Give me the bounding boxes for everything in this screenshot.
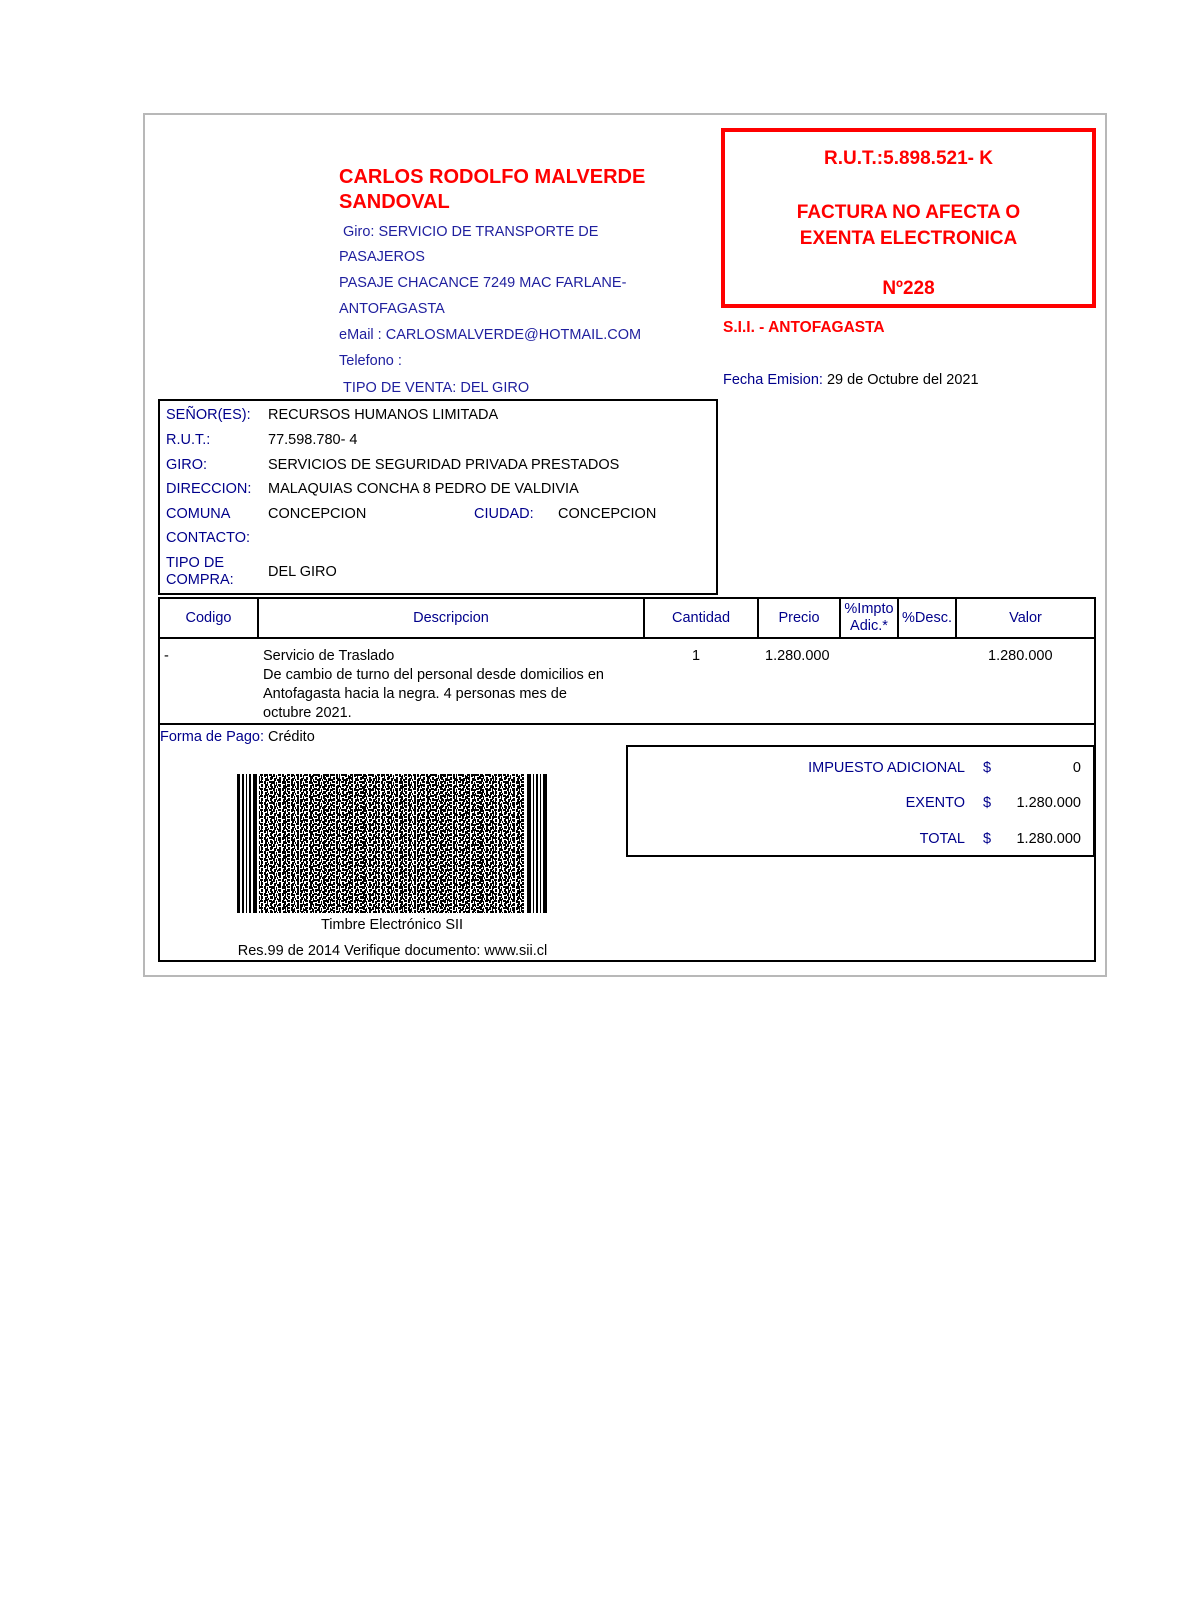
client-ciudad-label: CIUDAD:	[474, 506, 534, 522]
stamp-caption: Timbre Electrónico SII	[320, 917, 464, 933]
electronic-stamp-barcode-icon	[237, 774, 547, 913]
header-precio: Precio	[778, 610, 820, 626]
document-number: Nº228	[882, 278, 935, 299]
issuer-giro-line2: PASAJEROS	[339, 249, 425, 265]
row-desc-line4: octubre 2021.	[263, 705, 352, 721]
payment-value: Crédito	[268, 729, 315, 745]
issue-date-label: Fecha Emision:	[723, 372, 823, 388]
header-impto-line2: Adic.*	[850, 618, 888, 634]
issue-date	[723, 372, 979, 388]
payment-label: Forma de Pago:	[160, 729, 264, 745]
header-cantidad: Cantidad	[671, 610, 731, 626]
issuer-address-line1: PASAJE CHACANCE 7249 MAC FARLANE-	[339, 275, 627, 291]
client-purchase-type-label-line1: TIPO DE	[166, 555, 225, 571]
client-purchase-type-label	[166, 555, 234, 589]
client-giro-label: GIRO:	[166, 457, 208, 473]
totals-box	[626, 745, 1095, 857]
client-rut-value: 77.598.780- 4	[268, 432, 358, 448]
document-id-box	[721, 128, 1096, 308]
row-desc-line3: Antofagasta hacia la negra. 4 personas mes de	[263, 686, 567, 702]
exento-value: 1.280.000	[1016, 795, 1081, 811]
row-cantidad: 1	[692, 648, 701, 664]
row-codigo: -	[164, 648, 169, 664]
impuesto-currency: $	[983, 760, 992, 776]
issuer-sale-type: TIPO DE VENTA: DEL GIRO	[343, 380, 530, 396]
header-codigo: Codigo	[185, 610, 232, 626]
issuer-name: CARLOS RODOLFO MALVERDE SANDOVAL	[339, 166, 646, 213]
total-currency: $	[983, 831, 992, 847]
document-rut: R.U.T.:5.898.521- K	[824, 148, 993, 169]
client-rut-label: R.U.T.:	[166, 432, 211, 448]
header-impto-adic	[841, 599, 897, 637]
issuer-email: eMail : CARLOSMALVERDE@HOTMAIL.COM	[339, 327, 642, 343]
issuer-address-line2: ANTOFAGASTA	[339, 301, 445, 317]
issuer-giro-line1: Giro: SERVICIO DE TRANSPORTE DE	[343, 224, 599, 240]
client-senor-value: RECURSOS HUMANOS LIMITADA	[268, 407, 499, 423]
client-contact-label: CONTACTO:	[166, 530, 251, 546]
detail-table	[158, 597, 1096, 725]
exento-currency: $	[983, 795, 992, 811]
header-desc: %Desc.	[902, 610, 952, 626]
issuer-phone: Telefono :	[339, 353, 402, 369]
row-precio: 1.280.000	[765, 648, 830, 664]
impuesto-adicional-value: 0	[1072, 760, 1081, 776]
client-address-label: DIRECCION:	[166, 481, 252, 497]
client-purchase-type-label-line2: COMPRA:	[166, 572, 234, 588]
row-desc-line1: Servicio de Traslado	[263, 648, 395, 664]
table-header	[160, 599, 1094, 639]
issue-date-value: 29 de Octubre del 2021	[826, 372, 979, 388]
exento-label: EXENTO	[905, 795, 965, 811]
document-type-line1: FACTURA NO AFECTA O	[796, 202, 1021, 223]
client-ciudad-value: CONCEPCION	[558, 506, 657, 522]
row-descripcion	[263, 647, 604, 723]
impuesto-adicional-label: IMPUESTO ADICIONAL	[808, 760, 965, 776]
client-purchase-type-value: DEL GIRO	[268, 564, 337, 580]
document-type	[725, 200, 1092, 252]
document-type-line2: EXENTA ELECTRONICA	[799, 228, 1018, 249]
payment-method	[160, 729, 315, 745]
row-desc-line2: De cambio de turno del personal desde domicilios en	[263, 667, 604, 683]
row-valor: 1.280.000	[988, 648, 1053, 664]
total-label: TOTAL	[919, 831, 965, 847]
client-address-value: MALAQUIAS CONCHA 8 PEDRO DE VALDIVIA	[268, 481, 579, 497]
client-comuna-label: COMUNA	[166, 506, 231, 522]
client-comuna-value: CONCEPCION	[268, 506, 367, 522]
header-descripcion: Descripcion	[413, 610, 489, 626]
client-box	[158, 399, 718, 595]
sii-office: S.I.I. - ANTOFAGASTA	[723, 319, 885, 336]
client-giro-value: SERVICIOS DE SEGURIDAD PRIVADA PRESTADOS	[268, 457, 620, 473]
client-senor-label: SEÑOR(ES):	[166, 407, 251, 423]
stamp-verify-text: Res.99 de 2014 Verifique documento: www.sii.cl	[237, 943, 548, 959]
header-valor: Valor	[1009, 610, 1042, 626]
total-value: 1.280.000	[1016, 831, 1081, 847]
header-impto-line1: %Impto	[844, 601, 894, 617]
